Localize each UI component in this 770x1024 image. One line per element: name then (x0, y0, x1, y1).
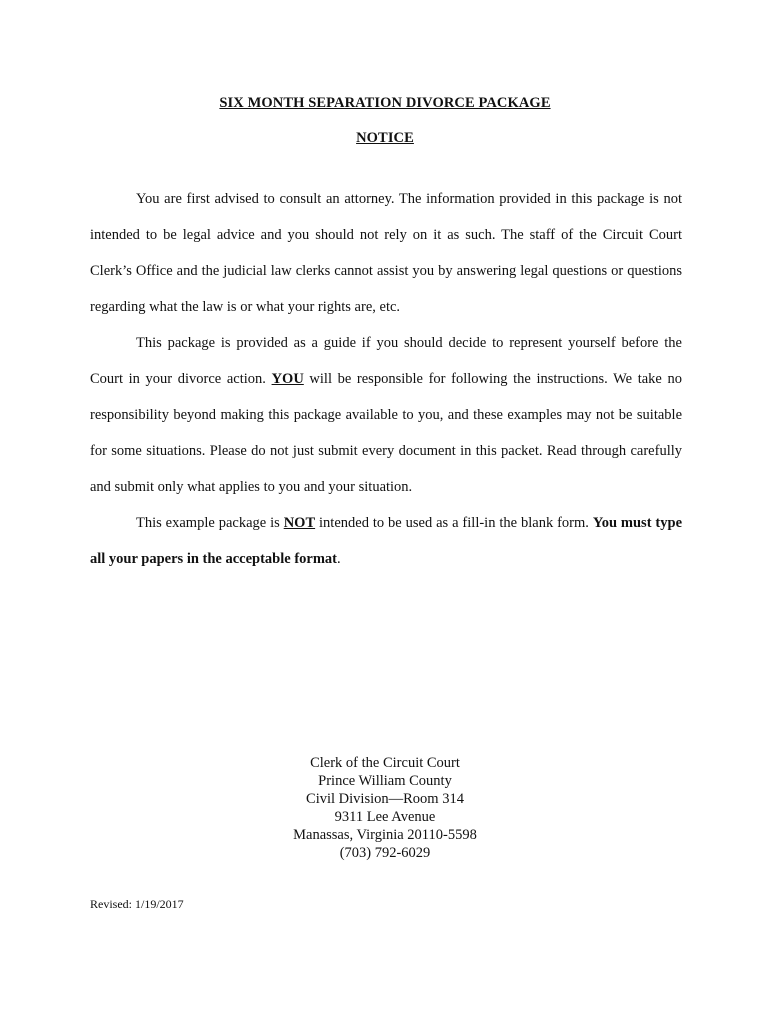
address-line-city: Manassas, Virginia 20110-5598 (293, 827, 477, 843)
paragraph-example-before: This example package is (136, 515, 284, 531)
address-line-county: Prince William County (318, 773, 452, 789)
paragraph-guide (90, 325, 682, 505)
clerk-address-block (0, 754, 770, 862)
address-line-street: 9311 Lee Avenue (334, 809, 436, 825)
paragraph-example-package (90, 505, 682, 577)
address-line-office: Clerk of the Circuit Court (310, 755, 460, 771)
document-title: SIX MONTH SEPARATION DIVORCE PACKAGE (219, 95, 551, 111)
notice-body (90, 181, 682, 577)
paragraph-example-middle: intended to be used as a fill-in the blank form. (315, 515, 593, 531)
address-line-phone: (703) 792-6029 (339, 845, 431, 861)
paragraph-guide-before: This package is provided as a guide if you should decide to represent yourself before the Court in your divorce action. (90, 335, 682, 387)
revision-date: Revised: 1/19/2017 (90, 897, 184, 911)
notice-heading: NOTICE (356, 130, 414, 146)
paragraph-guide-after: will be responsible for following the instructions. We take no responsibility beyond making this package available to you, and these examples may not be suitable for some situations. Please do not just submit every document in this packet. Read through carefully and submit only what applies to you and your situation. (90, 371, 682, 495)
emphasis-must-type: You must type all your papers in the acceptable format (90, 515, 683, 567)
emphasis-you: YOU (271, 371, 304, 387)
paragraph-attorney-advice: You are first advised to consult an attorney. The information provided in this package is not intended to be legal advice and you should not rely on it as such. The staff of the Circuit Court Clerk’s Office and the judicial law clerks cannot assist you by answering legal questions or questions regarding what the law is or what your rights are, etc. (90, 191, 682, 315)
emphasis-not: NOT (283, 515, 316, 531)
address-line-division: Civil Division—Room 314 (306, 791, 464, 807)
paragraph-example-after: . (337, 551, 341, 567)
